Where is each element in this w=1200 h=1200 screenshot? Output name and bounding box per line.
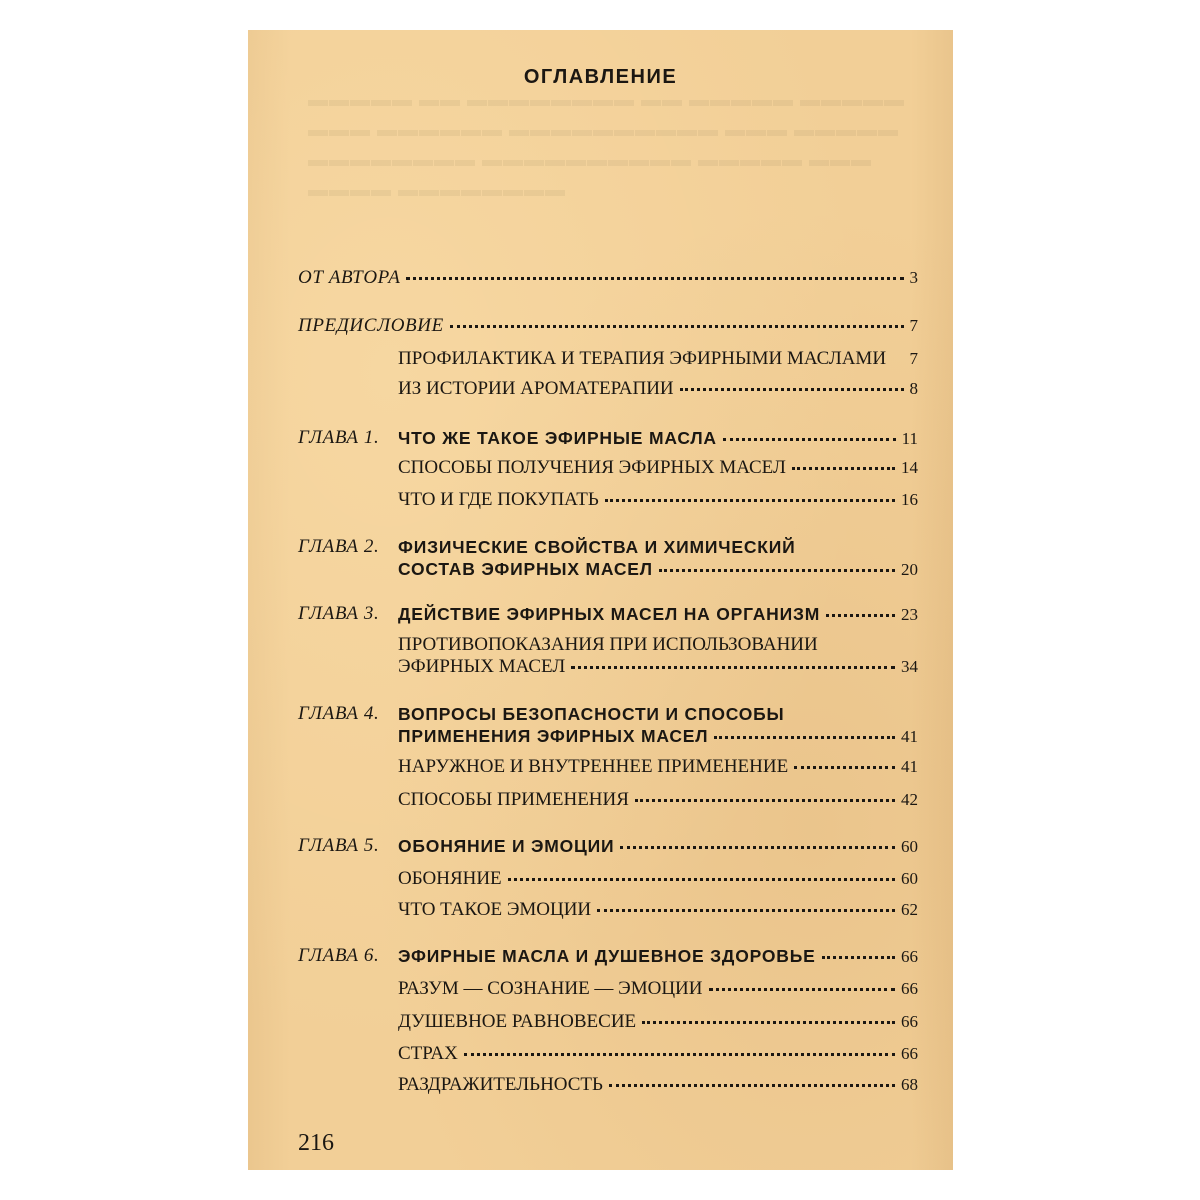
dot-leader <box>464 1053 895 1056</box>
toc-entry-page: 68 <box>901 1075 918 1094</box>
toc-entry-chapter-4-2[interactable] <box>398 789 918 811</box>
chapter-number: ГЛАВА 1. <box>298 427 380 448</box>
toc-entry-label: НАРУЖНОЕ И ВНУТРЕННЕЕ ПРИМЕНЕНИЕ <box>398 756 789 777</box>
toc-entry-preface[interactable] <box>298 315 918 337</box>
dot-leader <box>635 799 895 802</box>
toc-entry-chapter-6-4[interactable] <box>398 1074 918 1096</box>
page-number: 216 <box>298 1130 334 1156</box>
toc-entry-page: 16 <box>901 490 918 509</box>
chapter-number: ГЛАВА 6. <box>298 945 380 966</box>
toc-entry-page: 41 <box>901 757 918 776</box>
toc-entry-chapter-2[interactable] <box>398 558 918 581</box>
chapter-number: ГЛАВА 5. <box>298 835 380 856</box>
toc-entry-label: ДЕЙСТВИЕ ЭФИРНЫХ МАСЕЛ НА ОРГАНИЗМ <box>398 604 821 624</box>
toc-entry-page: 7 <box>909 349 918 368</box>
toc-entry-label: РАЗДРАЖИТЕЛЬНОСТЬ <box>398 1074 603 1095</box>
toc-entry-label: ОБОНЯНИЕ <box>398 868 502 889</box>
toc-entry-page: 11 <box>901 429 918 448</box>
toc-entry-label: ЧТО ЖЕ ТАКОЕ ЭФИРНЫЕ МАСЛА <box>398 428 717 448</box>
toc-heading: ОГЛАВЛЕНИЕ <box>523 66 678 88</box>
dot-leader <box>605 499 895 502</box>
toc-entry-chapter-4-1[interactable] <box>398 756 918 778</box>
toc-entry-label: ЭФИРНЫЕ МАСЛА И ДУШЕВНОЕ ЗДОРОВЬЕ <box>398 946 816 966</box>
chapter-number: ГЛАВА 2. <box>298 536 380 557</box>
dot-leader <box>508 878 895 881</box>
toc-entry-chapter-1-1[interactable] <box>398 457 918 479</box>
toc-entry-label: ЧТО И ГДЕ ПОКУПАТЬ <box>398 489 599 510</box>
dot-leader <box>609 1084 895 1087</box>
dot-leader <box>892 358 903 361</box>
toc-entry-label: ПРЕДИСЛОВИЕ <box>298 315 444 336</box>
toc-entry-label-line2: ПРИМЕНЕНИЯ ЭФИРНЫХ МАСЕЛ <box>398 726 709 746</box>
dot-leader <box>450 325 904 328</box>
dot-leader <box>620 846 895 849</box>
toc-entry-preface-1[interactable] <box>398 348 918 370</box>
toc-entry-label: ЧТО ТАКОЕ ЭМОЦИИ <box>398 899 592 920</box>
toc-entry-page: 34 <box>901 657 918 676</box>
toc-entry-chapter-3-1[interactable] <box>398 656 918 678</box>
toc-entry-label: ПРОФИЛАКТИКА И ТЕРАПИЯ ЭФИРНЫМИ МАСЛАМИ <box>398 348 887 369</box>
chapter-number: ГЛАВА 4. <box>298 703 380 724</box>
toc-entry-label-line1: ВОПРОСЫ БЕЗОПАСНОСТИ И СПОСОБЫ <box>398 704 785 724</box>
toc-entry-page: 66 <box>901 1044 918 1063</box>
toc-entry-label: ИЗ ИСТОРИИ АРОМАТЕРАПИИ <box>398 378 674 399</box>
chapter-number: ГЛАВА 3. <box>298 603 380 624</box>
toc-entry-chapter-5-1[interactable] <box>398 868 918 890</box>
toc-entry-preface-2[interactable] <box>398 378 918 400</box>
toc-entry-chapter-5[interactable] <box>398 835 918 858</box>
toc-entry-chapter-1-2[interactable] <box>398 489 918 511</box>
toc-entry-page: 66 <box>901 979 918 998</box>
toc-entry-label: ОТ АВТОРА <box>298 267 401 288</box>
toc-entry-page: 8 <box>909 379 918 398</box>
toc-entry-label-line2: ЭФИРНЫХ МАСЕЛ <box>398 656 566 677</box>
toc-entry-label: ОБОНЯНИЕ И ЭМОЦИИ <box>398 836 615 856</box>
toc-entry-page: 60 <box>901 869 918 888</box>
toc-entry-chapter-6-2[interactable] <box>398 1011 918 1033</box>
toc-entry-label: РАЗУМ — СОЗНАНИЕ — ЭМОЦИИ <box>398 978 703 999</box>
dot-leader <box>714 736 895 739</box>
dot-leader <box>680 388 904 391</box>
book-page <box>248 30 953 1170</box>
toc-entry-label: СПОСОБЫ ПОЛУЧЕНИЯ ЭФИРНЫХ МАСЕЛ <box>398 457 786 478</box>
toc-entry-page: 14 <box>901 458 918 477</box>
toc-entry-chapter-1[interactable] <box>398 427 918 450</box>
toc-entry-page: 42 <box>901 790 918 809</box>
dot-leader <box>659 569 895 572</box>
dot-leader <box>792 467 895 470</box>
toc-entry-label: СТРАХ <box>398 1043 458 1064</box>
toc-entry-chapter-3[interactable] <box>398 603 918 626</box>
toc-entry-page: 62 <box>901 900 918 919</box>
toc-entry-page: 66 <box>901 947 918 966</box>
bleed-through-texture: ▬▬▬▬▬ ▬▬ ▬▬▬▬▬▬▬▬ ▬▬ ▬▬▬▬▬ ▬▬▬▬▬ ▬▬▬ ▬▬▬▬▬▬ ▬▬▬▬▬▬▬▬▬▬ ▬▬▬ ▬▬▬▬▬ ▬▬▬▬▬▬▬▬ ▬▬▬▬▬▬▬▬▬▬ ▬▬▬▬▬ ▬▬▬ ▬▬▬▬ ▬▬▬▬▬▬▬▬ <box>308 89 905 201</box>
dot-leader <box>826 614 895 617</box>
toc-entry-page: 23 <box>901 605 918 624</box>
toc-entry-page: 60 <box>901 837 918 856</box>
toc-entry-author[interactable] <box>298 267 918 289</box>
dot-leader <box>709 988 895 991</box>
toc-entry-label-line1: ПРОТИВОПОКАЗАНИЯ ПРИ ИСПОЛЬЗОВАНИИ <box>398 634 818 655</box>
dot-leader <box>723 438 896 441</box>
toc-entry-chapter-4[interactable] <box>398 725 918 748</box>
toc-entry-page: 7 <box>909 316 918 335</box>
dot-leader <box>822 956 895 959</box>
dot-leader <box>406 277 903 280</box>
dot-leader <box>571 666 895 669</box>
toc-entry-label-line1: ФИЗИЧЕСКИЕ СВОЙСТВА И ХИМИЧЕСКИЙ <box>398 537 796 557</box>
toc-entry-chapter-6-1[interactable] <box>398 978 918 1000</box>
dot-leader <box>597 909 895 912</box>
toc-entry-page: 20 <box>901 560 918 579</box>
toc-entry-chapter-6[interactable] <box>398 945 918 968</box>
toc-entry-label-line2: СОСТАВ ЭФИРНЫХ МАСЕЛ <box>398 559 653 579</box>
toc-entry-label: СПОСОБЫ ПРИМЕНЕНИЯ <box>398 789 629 810</box>
dot-leader <box>794 766 895 769</box>
dot-leader <box>642 1021 895 1024</box>
toc-entry-chapter-6-3[interactable] <box>398 1043 918 1065</box>
toc-entry-label: ДУШЕВНОЕ РАВНОВЕСИЕ <box>398 1011 637 1032</box>
toc-entry-page: 41 <box>901 727 918 746</box>
toc-entry-page: 66 <box>901 1012 918 1031</box>
toc-entry-chapter-5-2[interactable] <box>398 899 918 921</box>
toc-entry-page: 3 <box>909 268 918 287</box>
